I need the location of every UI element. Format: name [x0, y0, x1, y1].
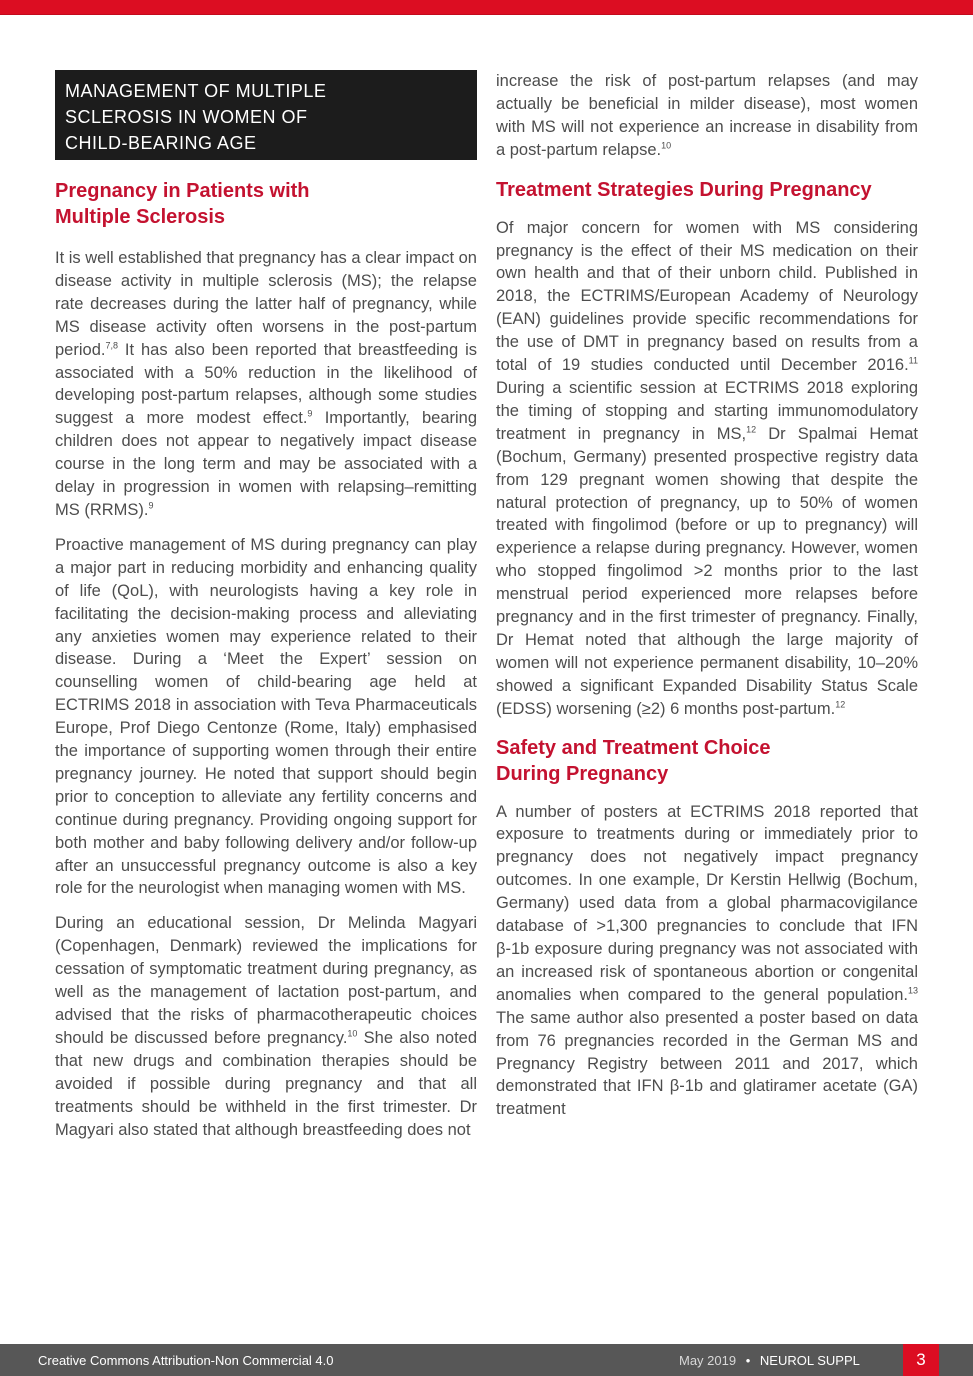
citation-ref: 11 [908, 355, 918, 366]
citation-ref: 10 [661, 140, 672, 151]
heading-line: During Pregnancy [496, 762, 669, 785]
text-run: increase the risk of post-partum relapses (and may actually be beneficial in milder disease), most women with MS will not experience an increase in disability from a post-partum relapse. [496, 72, 918, 159]
citation-ref: 12 [746, 424, 757, 435]
text-run: A number of posters at ECTRIMS 2018 reported that exposure to treatments during or immediately prior to pregnancy does not negatively impact pregnancy outcomes. In one example, Dr Kerstin Hellwig (Bochum, Germany) used data from a global pharmacovigilance database of >1,300 pregnancies to conclude that IFN β-1b exposure during pregnancy was not associated with an increased risk of spontaneous abortion or congenital anomalies when compared to the general population. [496, 802, 918, 1004]
heading-line: Pregnancy in Patients with [55, 180, 310, 202]
article-title-line: SCLEROSIS IN WOMEN OF [65, 107, 308, 127]
section-heading-treatment-strategies: Treatment Strategies During Pregnancy [496, 178, 872, 201]
text-run: During a scientific session at ECTRIMS 2018 exploring the timing of stopping and starting immunomodulatory treatment in pregnancy in MS, [496, 378, 918, 443]
page-number: 3 [903, 1344, 939, 1376]
text-run: The same author also presented a poster based on data from 76 pregnancies recorded in the German MS and Pregnancy Registry between 2011 and 2017, which demonstrated that IFN β-1b and glatiramer acetate (GA) treatment [496, 1008, 918, 1119]
text-run: Dr Spalmai Hemat (Bochum, Germany) presented prospective registry data from 129 pregnant women showing that despite the natural protection of pregnancy, up to 50% of women treated with fingolimod (before or up to pregnancy) will experience a relapse during pregnancy. However, women who stopped fingolimod >2 months prior to the last menstrual period experienced more relapses before pregnancy and in the first trimester of pregnancy. Finally, Dr Hemat noted that although the large majority of women will not experience permanent disability, 10–20% showed a significant Expanded Disability Status Scale (EDSS) worsening (≥2) 6 months post-partum. [496, 424, 918, 718]
text-run: Importantly, bearing children does not appear to negatively impact disease course in the long term and may be associated with a delay in progression in women with relapsing–remitting MS (RRMS). [55, 409, 478, 519]
heading-line: Multiple Sclerosis [55, 206, 226, 228]
citation-ref: 7,8 [105, 340, 118, 351]
license-text: Creative Commons Attribution-Non Commercial 4.0 [38, 1353, 334, 1368]
separator-bullet: • [745, 1353, 751, 1368]
section-heading-pregnancy-in-ms [55, 178, 477, 230]
paragraph [496, 217, 918, 721]
left-column [55, 70, 477, 1141]
paragraph: Proactive management of MS during pregnancy can play a major part in reducing morbidity and enhancing quality of life (QoL), with neurologists having a key role in facilitating the decision-making process and alleviating any anxieties women may experience related to their disease. During a ‘Meet the Expert’ session on counselling women of child-bearing age held at ECTRIMS 2018 in association with Teva Pharmaceuticals Europe, Prof Diego Centonze (Rome, Italy) emphasised the importance of supporting women through their entire pregnancy journey. He noted that support should begin prior to conception to alleviate any fertility concerns and continue during pregnancy. Providing ongoing support for both mother and baby following delivery and/or follow-up after an unsuccessful pregnancy outcome is also a key role for the neurologist when managing women with MS. [55, 535, 477, 898]
citation-ref: 12 [835, 699, 846, 710]
issue-date: May 2019 [679, 1353, 737, 1368]
citation-ref: 13 [907, 985, 918, 996]
article-title-line: CHILD-BEARING AGE [65, 133, 257, 153]
heading-line: Safety and Treatment Choice [496, 736, 771, 759]
journal-name: NEUROL SUPPL [759, 1353, 860, 1368]
citation-ref: 9 [148, 500, 154, 511]
article-title-box [55, 70, 477, 160]
text-run: During an educational session, Dr Melinda Magyari (Copenhagen, Denmark) reviewed the implications for cessation of symptomatic treatment during pregnancy, as well as the management of lactation post-partum, and advised that the risks of pharmacotherapeutic choices should be discussed before pregnancy. [55, 914, 477, 1047]
citation-ref: 9 [307, 408, 313, 419]
article-title-line: MANAGEMENT OF MULTIPLE [65, 81, 327, 101]
paragraph [55, 912, 477, 1141]
right-column [496, 70, 918, 1121]
paragraph [55, 247, 477, 522]
section-heading-safety-treatment-choice [496, 735, 918, 787]
text-run: It has also been reported that breastfeeding is associated with a 50% reduction in the likelihood of developing post-partum relapses, although some studies suggest a more modest effect. [55, 340, 477, 428]
issue-info [679, 1353, 860, 1368]
text-run: She also noted that new drugs and combination therapies should be avoided if possible during pregnancy and that all treatments should be withheld in the first trimester. Dr Magyari also stated that although breastfeeding does not [55, 1028, 478, 1139]
page-footer [0, 1344, 973, 1376]
top-accent-bar [0, 0, 973, 15]
paragraph [496, 801, 918, 1122]
paragraph [496, 70, 918, 162]
text-run: Of major concern for women with MS considering pregnancy is the effect of their MS medication on their own health and that of their unborn child. Published in 2018, the ECTRIMS/European Academy of Neurology (EAN) guidelines provide specific recommendations for the use of DMT in pregnancy based on results from a total of 19 studies conducted until December 2016. [496, 218, 918, 375]
citation-ref: 10 [347, 1028, 358, 1039]
text-run: It is well established that pregnancy has a clear impact on disease activity in multiple sclerosis (MS); the relapse rate decreases during the latter half of pregnancy, while MS disease activity often worsens in the post-partum period. [55, 249, 477, 359]
